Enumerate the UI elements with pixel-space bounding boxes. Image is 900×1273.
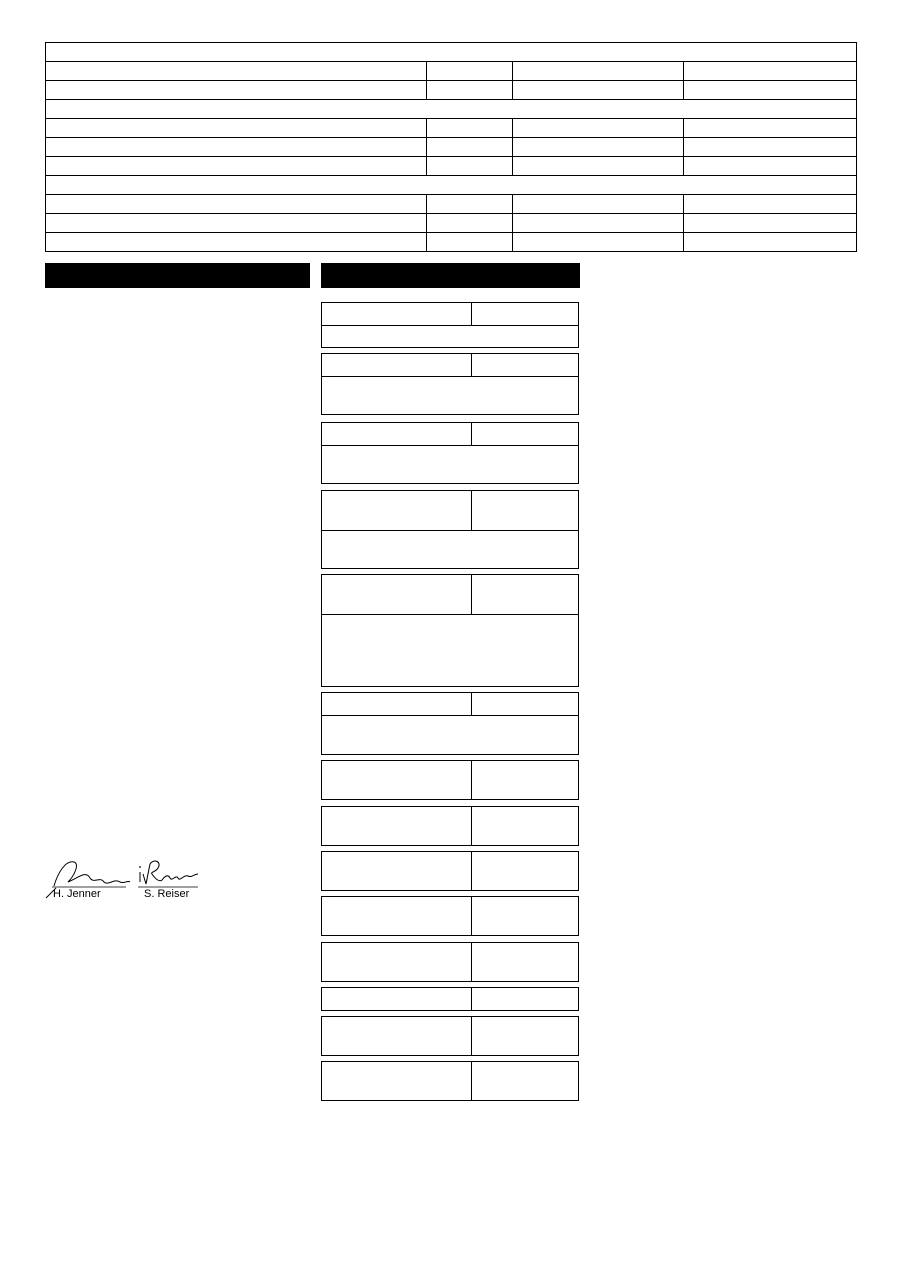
table-cell — [684, 138, 857, 157]
signature-right-dot — [139, 866, 141, 868]
table-cell — [513, 138, 684, 157]
table-cell — [46, 176, 857, 195]
table-cell — [684, 62, 857, 81]
table-cell — [513, 119, 684, 138]
table-cell — [513, 195, 684, 214]
field-box — [321, 1016, 579, 1056]
table-cell — [684, 233, 857, 252]
signature-right-name: S. Reiser — [144, 888, 190, 900]
table-cell — [684, 157, 857, 176]
table-cell — [427, 119, 513, 138]
field-box — [321, 942, 579, 982]
table-cell — [513, 214, 684, 233]
table-cell — [46, 119, 427, 138]
signature-left-name: H. Jenner — [53, 888, 101, 900]
field-box — [321, 574, 579, 687]
signature-right-stroke — [140, 861, 198, 884]
table-cell — [513, 157, 684, 176]
table-cell — [427, 195, 513, 214]
table-cell — [46, 62, 427, 81]
table-cell — [427, 81, 513, 100]
field-box — [321, 490, 579, 569]
table-row — [46, 233, 857, 252]
table-cell — [513, 81, 684, 100]
table-cell — [427, 233, 513, 252]
table-cell — [684, 119, 857, 138]
table-cell — [513, 233, 684, 252]
left-section-header-bar — [45, 263, 310, 288]
table-cell — [46, 138, 427, 157]
field-box — [321, 896, 579, 936]
field-box — [321, 353, 579, 415]
spec-table — [45, 42, 857, 252]
field-box — [321, 760, 579, 800]
table-cell — [427, 214, 513, 233]
table-section-header — [46, 176, 857, 195]
table-row — [46, 119, 857, 138]
field-box — [321, 692, 579, 755]
table-section-header — [46, 43, 857, 62]
field-box — [321, 302, 579, 348]
table-cell — [46, 214, 427, 233]
field-box — [321, 987, 579, 1011]
table-cell — [46, 195, 427, 214]
table-cell — [513, 62, 684, 81]
field-box — [321, 806, 579, 846]
table-row — [46, 81, 857, 100]
field-box — [321, 1061, 579, 1101]
table-row — [46, 214, 857, 233]
table-cell — [46, 81, 427, 100]
table-row — [46, 62, 857, 81]
field-box — [321, 851, 579, 891]
table-row — [46, 138, 857, 157]
signature-left-stroke — [54, 862, 130, 886]
table-cell — [684, 195, 857, 214]
table-cell — [46, 157, 427, 176]
table-section-header — [46, 100, 857, 119]
table-cell — [684, 214, 857, 233]
table-cell — [684, 81, 857, 100]
table-row — [46, 157, 857, 176]
table-cell — [427, 157, 513, 176]
right-section-header-bar — [321, 263, 580, 288]
table-cell — [46, 100, 857, 119]
table-cell — [427, 62, 513, 81]
table-cell — [46, 43, 857, 62]
table-cell — [427, 138, 513, 157]
table-row — [46, 195, 857, 214]
table-cell — [46, 233, 427, 252]
field-box — [321, 422, 579, 484]
